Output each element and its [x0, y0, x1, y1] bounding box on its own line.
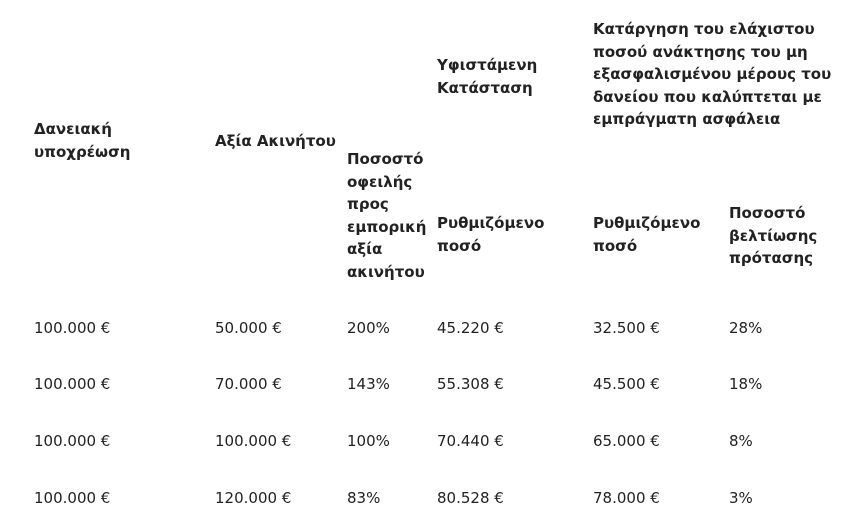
cell-current-amount: 55.308 €	[437, 375, 504, 393]
cell-property-value: 100.000 €	[215, 432, 292, 450]
cell-loan: 100.000 €	[34, 319, 111, 337]
header-current-status: Υφιστάμενη Κατάσταση	[437, 56, 538, 97]
cell-property-value: 50.000 €	[215, 319, 282, 337]
cell-improvement-rate: 28%	[729, 319, 763, 337]
cell-loan: 100.000 €	[34, 432, 111, 450]
cell-loan: 100.000 €	[34, 489, 111, 507]
cell-regulated-amount: 45.500 €	[593, 375, 660, 393]
cell-improvement-rate: 18%	[729, 375, 763, 393]
header-loan-obligation: Δανειακή υποχρέωση	[34, 120, 131, 161]
cell-debt-ratio: 100%	[347, 432, 390, 450]
cell-current-amount: 80.528 €	[437, 489, 504, 507]
cell-regulated-amount: 78.000 €	[593, 489, 660, 507]
header-improvement-rate: Ποσοστό βελτίωσης πρότασης	[729, 204, 818, 267]
header-regulated-amount-new: Ρυθμιζόμενο ποσό	[593, 214, 701, 255]
cell-debt-ratio: 143%	[347, 375, 390, 393]
cell-debt-ratio: 200%	[347, 319, 390, 337]
cell-property-value: 70.000 €	[215, 375, 282, 393]
cell-debt-ratio: 83%	[347, 489, 381, 507]
cell-regulated-amount: 65.000 €	[593, 432, 660, 450]
cell-improvement-rate: 8%	[729, 432, 753, 450]
cell-current-amount: 45.220 €	[437, 319, 504, 337]
header-abolition-minimum-recovery: Κατάργηση του ελάχιστου ποσού ανάκτησης του μη εξασφαλισμένου μέρους του δανείου που καλύπτεται με εμπράγματη ασφάλεια	[593, 20, 832, 128]
cell-loan: 100.000 €	[34, 375, 111, 393]
cell-improvement-rate: 3%	[729, 489, 753, 507]
cell-regulated-amount: 32.500 €	[593, 319, 660, 337]
header-debt-ratio: Ποσοστό οφειλής προς εμπορική αξία ακινήτου	[347, 150, 427, 281]
cell-property-value: 120.000 €	[215, 489, 292, 507]
header-property-value: Αξία Ακινήτου	[215, 132, 336, 150]
cell-current-amount: 70.440 €	[437, 432, 504, 450]
header-regulated-amount-current: Ρυθμιζόμενο ποσό	[437, 214, 545, 255]
